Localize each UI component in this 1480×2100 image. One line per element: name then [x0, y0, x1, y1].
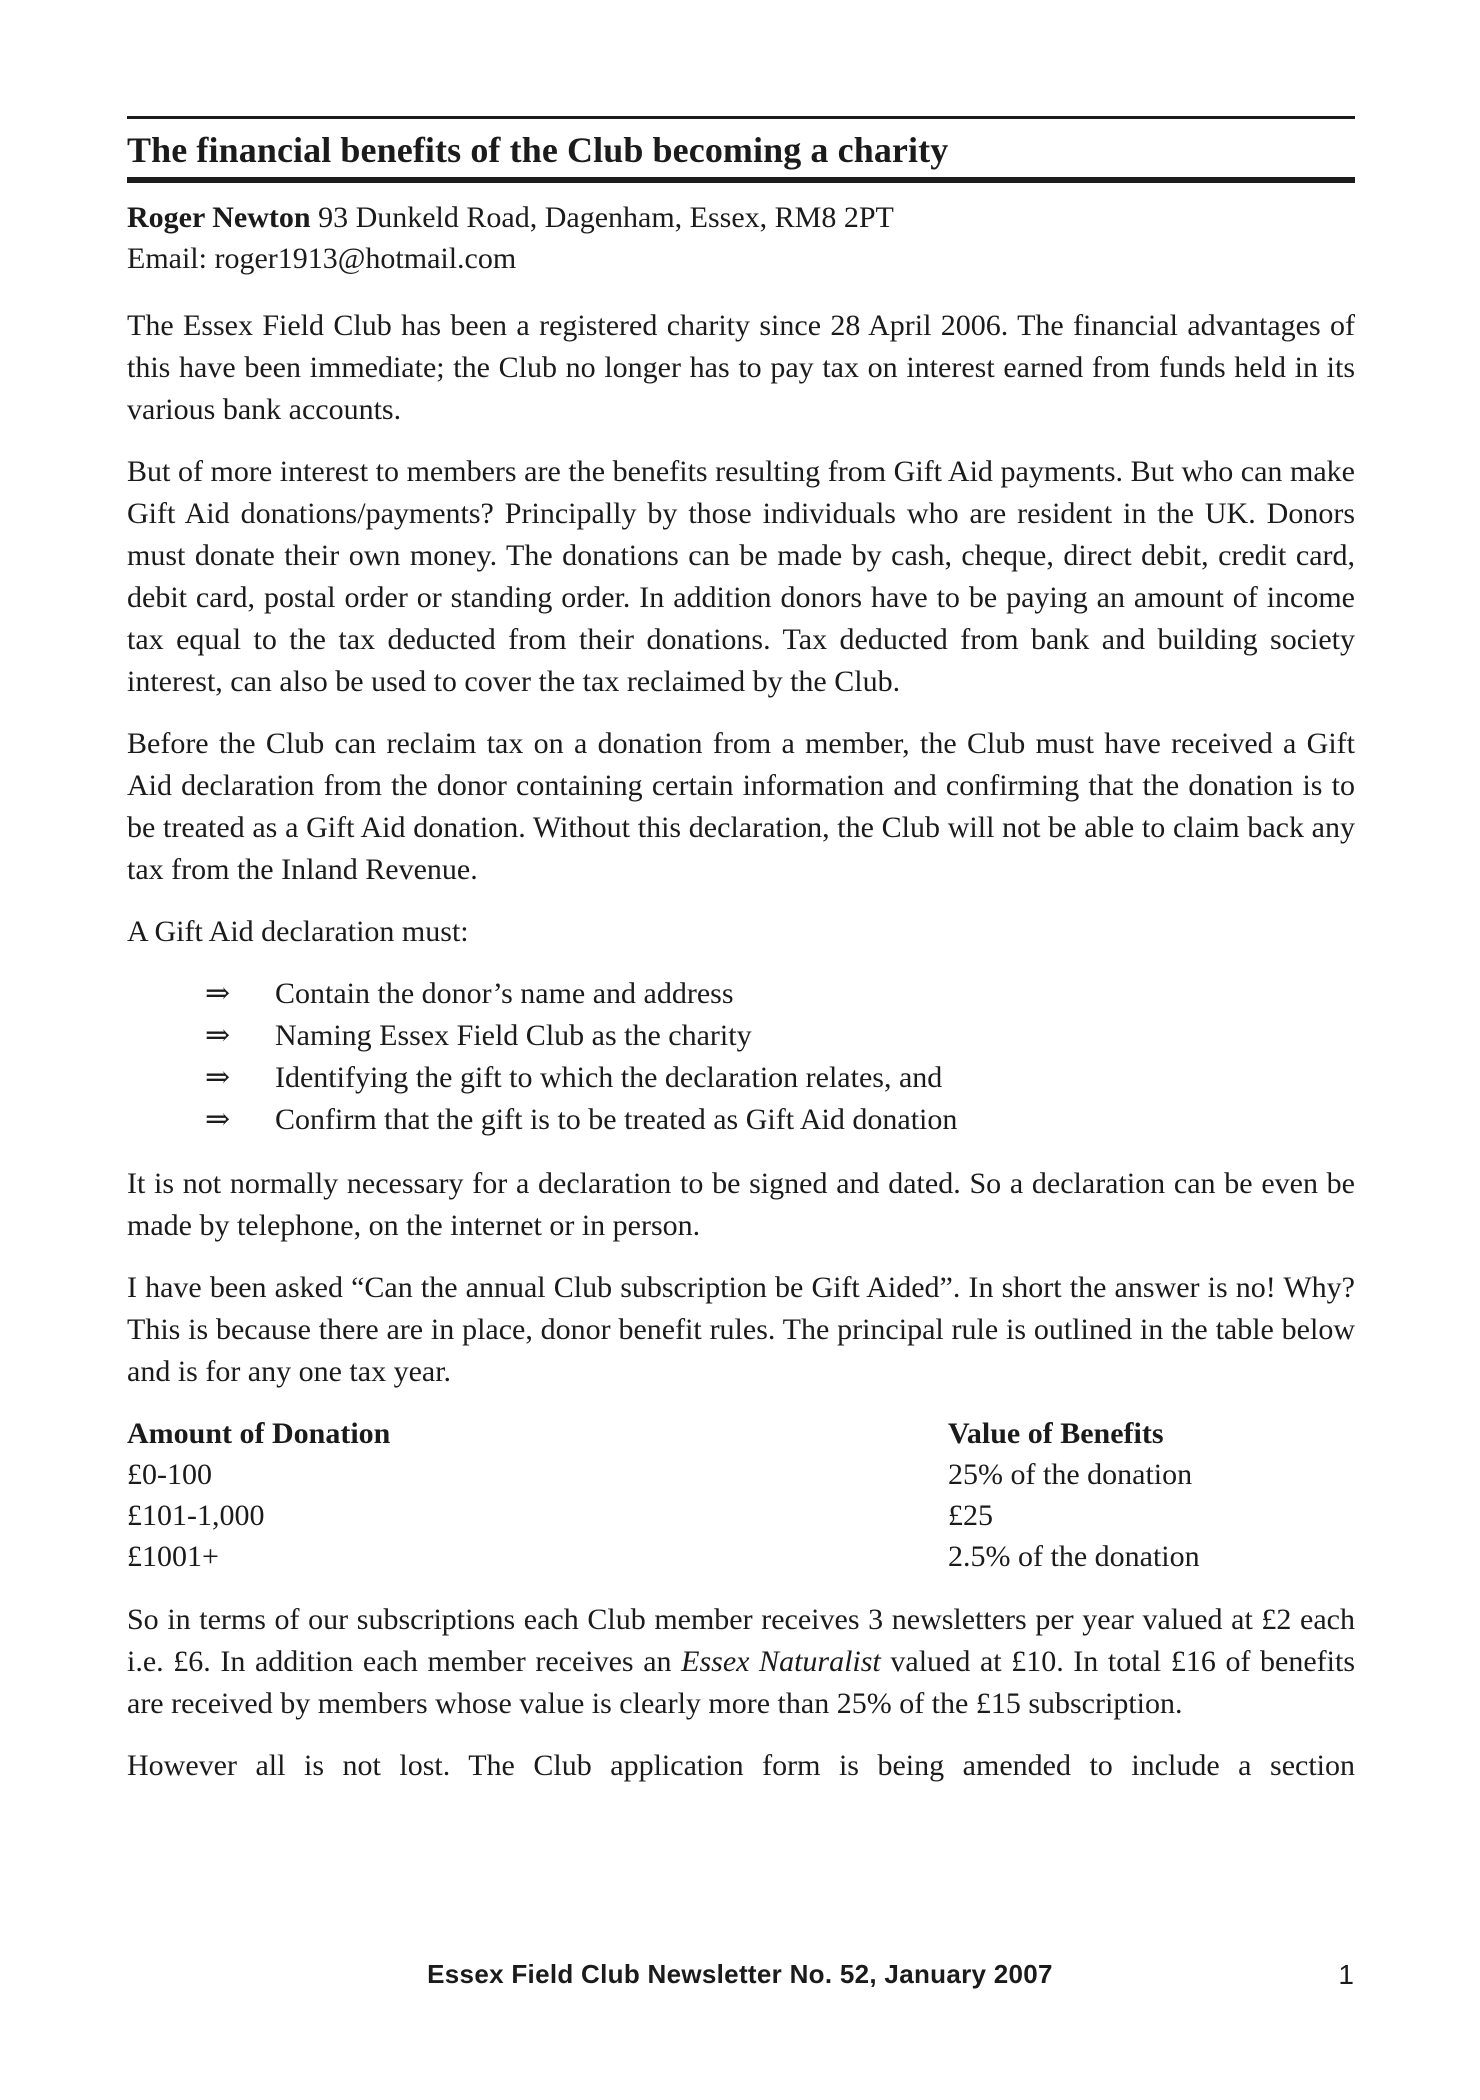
paragraph: Before the Club can reclaim tax on a donation from a member, the Club must have received a Gift Aid declaration from the donor containing certain information and confirming that the donation is to be treated as a Gift Aid donation. Without this declaration, the Club will not be able to claim back any tax from the Inland Revenue. — [127, 727, 1355, 886]
page-footer — [0, 1959, 1480, 1999]
list-item — [205, 1099, 1355, 1141]
author-name: Roger Newton — [127, 201, 311, 234]
table-cell: £25 — [948, 1499, 993, 1532]
list-item-text: Confirm that the gift is to be treated as Gift Aid donation — [275, 1103, 958, 1136]
paragraph — [127, 1599, 1355, 1725]
title-top-rule — [127, 116, 1355, 119]
table-cell: £0-100 — [127, 1458, 212, 1491]
table-row — [127, 1495, 1355, 1536]
column-header: Amount of Donation — [127, 1417, 391, 1450]
table-cell: £1001+ — [127, 1540, 219, 1573]
page-number: 1 — [1338, 1959, 1354, 1990]
table-row — [127, 1536, 1355, 1577]
list-item-text: Contain the donor’s name and address — [275, 977, 734, 1010]
publication-title: Essex Naturalist — [681, 1645, 881, 1678]
paragraph-text: So in terms of our subscriptions each Club member receives 3 newsletters per year valued at £2 each i.e. £6. In addition each member receives an — [127, 1603, 1355, 1678]
arrow-icon: ⇒ — [205, 1019, 231, 1052]
paragraph: It is not normally necessary for a declaration to be signed and dated. So a declaration can be even be made by telephone, on the internet or in person. — [127, 1167, 1355, 1242]
author-email: Email: roger1913@hotmail.com — [127, 242, 517, 275]
paragraph: I have been asked “Can the annual Club subscription be Gift Aided”. In short the answer is no! Why? This is because there are in place, donor benefit rules. The principal rule is outlined in the table below and is for any one tax year. — [127, 1271, 1355, 1388]
declaration-requirements-list — [127, 973, 1355, 1141]
author-line — [127, 197, 1355, 238]
arrow-icon: ⇒ — [205, 1103, 231, 1136]
list-item — [205, 1015, 1355, 1057]
donor-benefit-table — [127, 1413, 1355, 1577]
article — [127, 116, 1355, 1807]
table-row — [127, 1454, 1355, 1495]
paragraph: However all is not lost. The Club application form is being amended to include a section — [127, 1749, 1355, 1782]
list-item-text: Identifying the gift to which the declaration relates, and — [275, 1061, 943, 1094]
column-header: Value of Benefits — [948, 1417, 1164, 1450]
table-cell: 25% of the donation — [948, 1458, 1193, 1491]
arrow-icon: ⇒ — [205, 977, 231, 1010]
footer-title: Essex Field Club Newsletter No. 52, January 2007 — [427, 1959, 1053, 1989]
table-cell: £101-1,000 — [127, 1499, 265, 1532]
list-item — [205, 1057, 1355, 1099]
arrow-icon: ⇒ — [205, 1061, 231, 1094]
table-cell: 2.5% of the donation — [948, 1540, 1200, 1573]
table-header-row — [127, 1413, 1355, 1454]
paragraph: But of more interest to members are the benefits resulting from Gift Aid payments. But who can make Gift Aid donations/payments? Principally by those individuals who are resident in the UK. Donors must donate their own money. The donations can be made by cash, cheque, direct debit, credit card, debit card, postal order or standing order. In addition donors have to be paying an amount of income tax equal to the tax deducted from their donations. Tax deducted from bank and building society interest, can also be used to cover the tax reclaimed by the Club. — [127, 455, 1355, 698]
paragraph: A Gift Aid declaration must: — [127, 915, 469, 948]
list-item-text: Naming Essex Field Club as the charity — [275, 1019, 752, 1052]
paragraph: The Essex Field Club has been a registered charity since 28 April 2006. The financial advantages of this have been immediate; the Club no longer has to pay tax on interest earned from funds held in its various bank accounts. — [127, 309, 1355, 426]
article-title: The financial benefits of the Club becoming a charity — [127, 130, 949, 170]
title-bottom-rule — [127, 177, 1355, 183]
paragraph-text: valued at £10. In total £16 of benefits are received by members whose value is clearly more than 25% of the £15 subscription. — [127, 1645, 1356, 1720]
author-address: 93 Dunkeld Road, Dagenham, Essex, RM8 2PT — [318, 201, 894, 234]
list-item — [205, 973, 1355, 1015]
